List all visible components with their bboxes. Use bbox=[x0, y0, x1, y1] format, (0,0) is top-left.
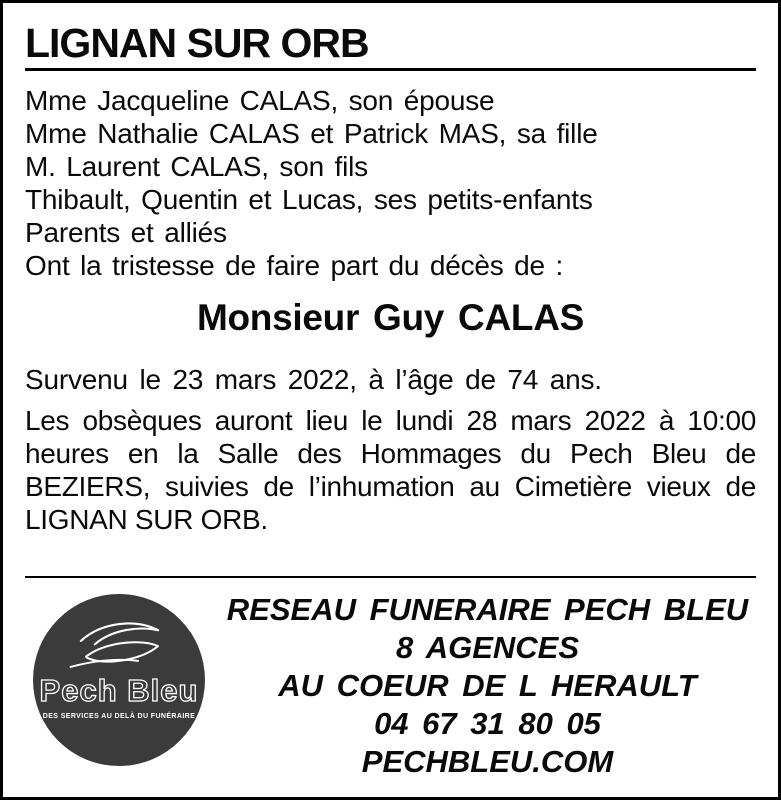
logo-tagline: DES SERVICES AU DELÀ DU FUNÉRAIRE bbox=[42, 713, 196, 720]
region-line: AU COEUR DE L HERAULT bbox=[278, 668, 697, 703]
network-name: RESEAU FUNERAIRE PECH BLEU bbox=[226, 592, 749, 627]
logo-wordmark: Pech Bleu bbox=[39, 673, 199, 708]
funeral-line: heures en la Salle des Hommages du Pech Bleu de bbox=[25, 438, 756, 469]
funeral-details bbox=[25, 404, 756, 536]
death-date-line: Survenu le 23 mars 2022, à l’âge de 74 ans. bbox=[25, 364, 602, 395]
phone-number: 04 67 31 80 05 bbox=[374, 706, 601, 741]
funeral-network-info bbox=[219, 591, 756, 781]
footer bbox=[25, 591, 756, 781]
deceased-name: Monsieur Guy CALAS bbox=[196, 297, 585, 338]
title-divider bbox=[25, 68, 756, 71]
family-line: Thibault, Quentin et Lucas, ses petits-enfants bbox=[25, 184, 593, 215]
family-list bbox=[25, 84, 756, 282]
family-line: Mme Jacqueline CALAS, son épouse bbox=[25, 85, 495, 116]
announcement-line: Ont la tristesse de faire part du décès de : bbox=[25, 250, 564, 281]
website: PECHBLEU.COM bbox=[361, 744, 614, 779]
page-title: LIGNAN SUR ORB bbox=[25, 20, 369, 66]
family-line: Parents et alliés bbox=[25, 217, 227, 248]
bird-swoosh-icon bbox=[67, 618, 171, 676]
footer-divider bbox=[25, 576, 756, 578]
family-line: Mme Nathalie CALAS et Patrick MAS, sa fille bbox=[25, 118, 598, 149]
family-line: M. Laurent CALAS, son fils bbox=[25, 151, 368, 182]
funeral-line: LIGNAN SUR ORB. bbox=[25, 504, 268, 535]
funeral-line: BEZIERS, suivies de l’inhumation au Cimetière vieux de bbox=[25, 471, 756, 502]
pech-bleu-logo bbox=[33, 594, 205, 766]
funeral-line: Les obsèques auront lieu le lundi 28 mars 2022 à 10:00 bbox=[25, 405, 756, 436]
agencies-line: 8 AGENCES bbox=[395, 630, 579, 665]
